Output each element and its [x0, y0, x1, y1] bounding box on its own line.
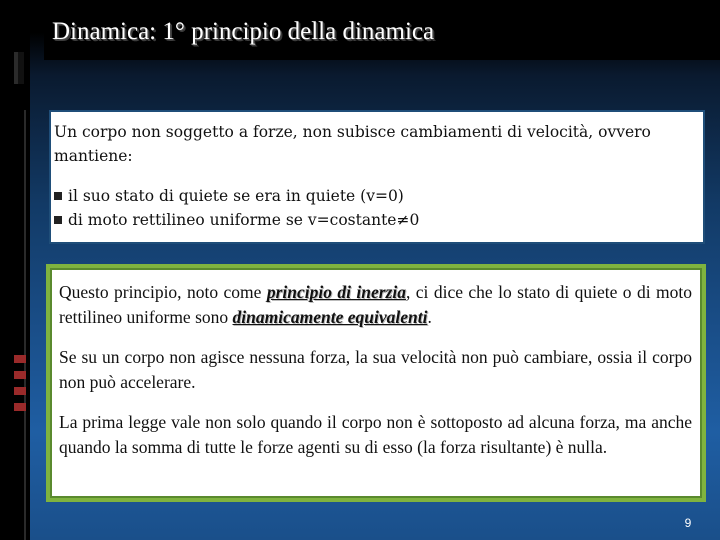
definition-box	[49, 110, 705, 244]
page-number: 9	[684, 516, 692, 530]
square-bullet-icon	[54, 216, 62, 224]
explanation-paragraph-2: Se su un corpo non agisce nessuna forza, la sua velocità non può cambiare, ossia il corpo non può accelerare.	[59, 347, 692, 392]
explanation-paragraph-1	[59, 280, 692, 330]
explanation-box	[50, 268, 702, 498]
bullet-item	[54, 184, 698, 208]
left-accent-mark	[14, 371, 26, 379]
bullet-item	[54, 208, 698, 232]
highlight-principio-di-inerzia: principio di inerzia	[266, 282, 406, 302]
highlight-dinamicamente-equivalenti: dinamicamente equivalenti	[232, 307, 428, 327]
text-span: , ci dice che lo stato di quiete o di moto rettilineo uniforme sono	[59, 282, 692, 327]
left-decoration-top-inner	[18, 52, 24, 84]
bullet-text: di moto rettilineo uniforme se v=costante≠0	[68, 211, 420, 229]
left-accent-mark	[14, 355, 26, 363]
square-bullet-icon	[54, 192, 62, 200]
left-decoration-strip	[24, 110, 26, 540]
left-accent-mark	[14, 403, 26, 411]
explanation-paragraph-3: La prima legge vale non solo quando il corpo non è sottoposto ad alcuna forza, ma anche quando la somma di tutte le forze agenti su di esso (la forza risultante) è nulla.	[59, 412, 692, 457]
definition-intro: Un corpo non soggetto a forze, non subisce cambiamenti di velocità, ovvero mantiene:	[54, 123, 651, 165]
bullet-text: il suo stato di quiete se era in quiete (v=0)	[68, 187, 404, 205]
slide-title: Dinamica: 1° principio della dinamica	[52, 18, 435, 45]
left-accent-mark	[14, 387, 26, 395]
text-span: Questo principio, noto come	[59, 282, 267, 302]
text-span: .	[427, 307, 432, 327]
